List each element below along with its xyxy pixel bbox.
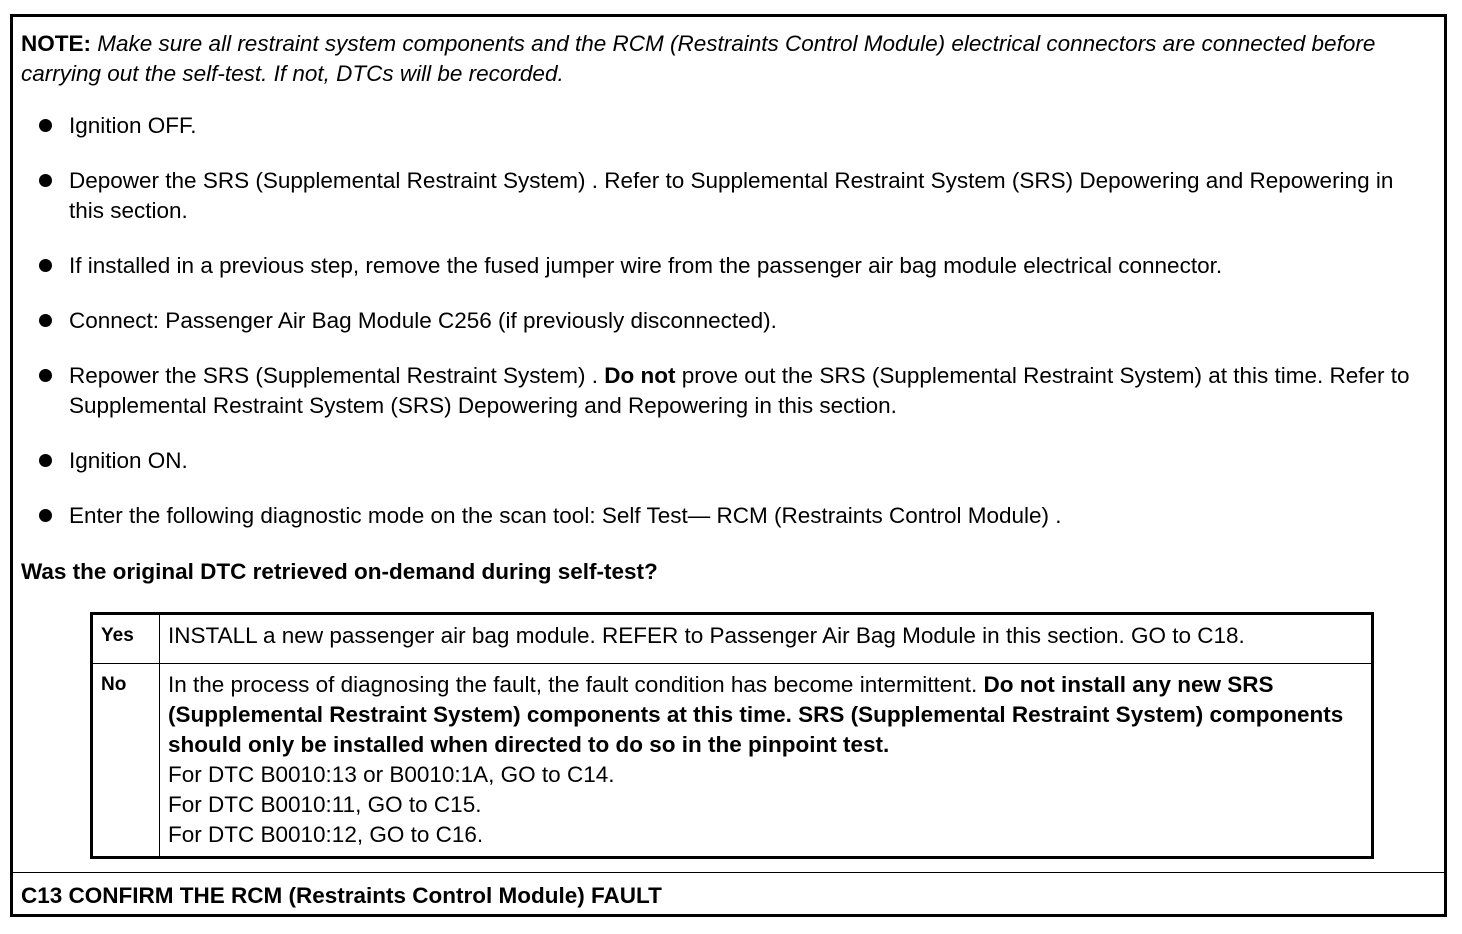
step-ignition-off xyxy=(13,111,1433,141)
bullet-icon xyxy=(39,314,52,327)
procedure-frame xyxy=(10,14,1447,917)
dtc-route-line: For DTC B0010:11, GO to C15. xyxy=(168,792,482,817)
step-text: Ignition OFF. xyxy=(69,113,197,138)
answer-row-no xyxy=(92,664,1373,858)
next-step-heading: C13 CONFIRM THE RCM (Restraints Control Module) FAULT xyxy=(21,883,662,908)
answer-row-yes xyxy=(92,614,1373,664)
bullet-icon xyxy=(39,174,52,187)
step-text: If installed in a previous step, remove the fused jumper wire from the passenger air bag module electrical connector. xyxy=(69,253,1223,278)
answer-table xyxy=(90,612,1374,859)
dtc-route-line: For DTC B0010:12, GO to C16. xyxy=(168,822,484,847)
answer-text-yes: INSTALL a new passenger air bag module. REFER to Passenger Air Bag Module in this section. GO to C18. xyxy=(160,614,1373,664)
answer-key-yes: Yes xyxy=(92,614,160,664)
note-text: Make sure all restraint system components and the RCM (Restraints Control Module) electrical connectors are connected before carrying out the self-test. If not, DTCs will be recorded. xyxy=(21,31,1376,86)
step-text-before: Repower the SRS (Supplemental Restraint System) . xyxy=(69,363,605,388)
bullet-icon xyxy=(39,454,52,467)
bullet-icon xyxy=(39,119,52,132)
bullet-icon xyxy=(39,259,52,272)
note-block xyxy=(21,29,1421,89)
answer-key-no: No xyxy=(92,664,160,858)
step-ignition-on xyxy=(13,446,1433,476)
step-text-bold: Do not xyxy=(604,363,676,388)
step-self-test xyxy=(13,501,1433,531)
step-connect-module xyxy=(13,306,1433,336)
step-text: Ignition ON. xyxy=(69,448,188,473)
step-text: Depower the SRS (Supplemental Restraint System) . Refer to Supplemental Restraint System (SRS) Depowering and Repowering in this section. xyxy=(69,168,1394,223)
step-text: Connect: Passenger Air Bag Module C256 (if previously disconnected). xyxy=(69,308,777,333)
answer-text-no xyxy=(160,664,1373,858)
section-divider xyxy=(13,872,1444,873)
note-label: NOTE: xyxy=(21,31,91,56)
answer-no-intro: In the process of diagnosing the fault, the fault condition has become intermittent. xyxy=(168,672,984,697)
step-remove-jumper xyxy=(13,251,1433,281)
procedure-steps xyxy=(13,111,1433,556)
bullet-icon xyxy=(39,509,52,522)
step-repower-srs xyxy=(13,361,1433,421)
step-text-after: prove out the SRS (Supplemental Restraint System) at this time. Refer to Supplemental Restraint System (SRS) Depowering and Repowering in this section. xyxy=(69,363,1410,418)
step-text: Enter the following diagnostic mode on the scan tool: Self Test— RCM (Restraints Control Module) . xyxy=(69,503,1062,528)
bullet-icon xyxy=(39,369,52,382)
diagnostic-question: Was the original DTC retrieved on-demand during self-test? xyxy=(21,559,658,584)
answer-no-warning: Do not install any new SRS (Supplemental Restraint System) components at this time. SRS (Supplemental Restraint System) components should only be installed when directed to do so in the pinpoint test. xyxy=(168,672,1344,757)
dtc-route-line: For DTC B0010:13 or B0010:1A, GO to C14. xyxy=(168,762,615,787)
step-depower-srs xyxy=(13,166,1433,226)
